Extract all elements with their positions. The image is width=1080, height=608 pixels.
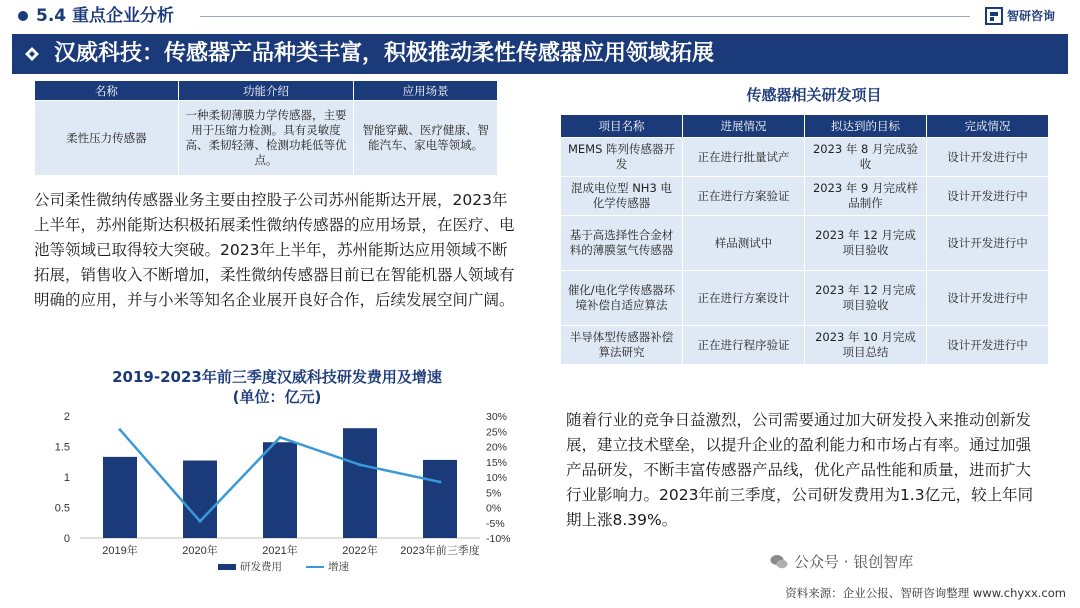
project-name-cell: 混成电位型 NH3 电化学传感器: [561, 177, 683, 216]
page-title: 汉威科技：传感器产品种类丰富，积极推动柔性传感器应用领域拓展: [54, 41, 715, 66]
brand-logo-icon: [985, 7, 1003, 25]
y-left-tick-label: 1: [63, 472, 70, 484]
y-right-tick-label: 5%: [486, 487, 502, 500]
rd-expense-chart: [30, 408, 530, 580]
diamond-icon: [24, 46, 40, 62]
y-right-tick-label: 0%: [486, 502, 502, 515]
project-progress-cell: 正在进行程序验证: [683, 326, 805, 365]
project-name-cell: 半导体型传感器补偿算法研究: [561, 326, 683, 365]
point-growth-rate: [439, 480, 442, 483]
y-right-tick-label: 30%: [486, 411, 508, 423]
table-header-project: 项目名称: [561, 115, 683, 138]
table-row: [561, 216, 1049, 271]
rd-investment-paragraph: 随着行业的竞争日益激烈，公司需要通过加大研发投入来推动创新发展，建立技术壁垒，以提升企业的盈利能力和市场占有率。通过加强产品研发，不断丰富传感器产品线，优化产品性能和质量，进而扩大行业影响力。2023年前三季度，公司研发费用为1.3亿元，较上年同期上涨8.39%。: [566, 411, 1034, 529]
point-growth-rate: [359, 463, 362, 466]
project-goal-cell: 2023 年 12 月完成项目验收: [805, 271, 927, 326]
bar-rd-expense: [343, 428, 377, 538]
wechat-watermark: [770, 552, 913, 572]
table-row: [561, 326, 1049, 365]
section-bullet-icon: [18, 11, 28, 21]
x-tick-label: 2023年前三季度: [400, 545, 480, 557]
project-name-cell: 基于高选择性合金材料的薄膜氢气传感器: [561, 216, 683, 271]
bar-rd-expense: [263, 442, 297, 538]
wechat-label: 公众号 · 银创智库: [794, 553, 914, 571]
project-progress-cell: 正在进行方案设计: [683, 271, 805, 326]
title-banner: [12, 34, 1068, 74]
table-header-status: 完成情况: [927, 115, 1049, 138]
bar-rd-expense: [103, 457, 137, 538]
legend-swatch-rd-expense: [218, 564, 236, 570]
project-name-cell: 催化/电化学传感器环境补偿自适应算法: [561, 271, 683, 326]
project-name-cell: MEMS 阵列传感器开发: [561, 138, 683, 177]
table-row: [561, 271, 1049, 326]
business-paragraph: 公司柔性微纳传感器业务主要由控股子公司苏州能斯达开展，2023年上半年，苏州能斯达积极拓展柔性微纳传感器的应用场景，在医疗、电池等领域已取得较大突破。2023年上半年，苏州能斯达应用领域不断拓展，销售收入不断增加，柔性微纳传感器目前已在智能机器人领域有明确的应用，并与小米等知名企业展开良好合作，后续发展空间广阔。: [34, 191, 515, 309]
project-status-cell: 设计开发进行中: [927, 216, 1049, 271]
project-status-cell: 设计开发进行中: [927, 138, 1049, 177]
project-status-cell: 设计开发进行中: [927, 271, 1049, 326]
section-title: 5.4 重点企业分析: [36, 6, 175, 26]
y-right-tick-label: 15%: [486, 456, 508, 469]
project-progress-cell: 样品测试中: [683, 216, 805, 271]
source-note: 资料来源：企业公报、智研咨询整理 www.chyxx.com: [785, 586, 1066, 600]
bar-rd-expense: [183, 461, 217, 538]
y-left-tick-label: 1.5: [54, 441, 70, 454]
brand-logo: [985, 6, 1055, 26]
point-growth-rate: [279, 436, 282, 439]
brand-logo-text: 智研咨询: [1007, 9, 1056, 23]
legend-label-growth-rate: 增速: [328, 561, 349, 573]
table-header-goal: 拟达到的目标: [805, 115, 927, 138]
project-progress-cell: 正在进行批量试产: [683, 138, 805, 177]
project-progress-cell: 正在进行方案验证: [683, 177, 805, 216]
x-tick-label: 2022年: [342, 545, 378, 557]
bar-rd-expense: [423, 460, 457, 538]
chart-subtitle: (单位：亿元): [232, 388, 322, 406]
y-right-tick-label: 25%: [486, 426, 508, 439]
table-header-scenario: 应用场景: [354, 81, 498, 101]
section-divider: [200, 16, 970, 17]
product-scenario-cell: 智能穿戴、医疗健康、智能汽车、家电等领域。: [354, 101, 498, 176]
y-left-tick-label: 0.5: [54, 502, 70, 515]
project-goal-cell: 2023 年 10 月完成项目总结: [805, 326, 927, 365]
table-header-progress: 进展情况: [683, 115, 805, 138]
product-function-cell: 一种柔韧薄膜力学传感器，主要用于压缩力检测。具有灵敏度高、柔韧轻薄、检测功耗低等优点。: [178, 101, 354, 176]
y-left-tick-label: 0: [63, 533, 70, 545]
y-right-tick-label: -10%: [486, 533, 511, 545]
point-growth-rate: [119, 428, 122, 431]
table-header-function: 功能介绍: [178, 81, 354, 101]
legend-label-rd-expense: 研发费用: [240, 561, 282, 573]
product-table: [34, 80, 498, 176]
project-goal-cell: 2023 年 8 月完成验收: [805, 138, 927, 177]
project-goal-cell: 2023 年 12 月完成项目验收: [805, 216, 927, 271]
rd-projects-title: 传感器相关研发项目: [746, 86, 882, 104]
table-row: [561, 177, 1049, 216]
y-left-tick-label: 2: [63, 411, 70, 423]
project-status-cell: 设计开发进行中: [927, 326, 1049, 365]
y-right-tick-label: 10%: [486, 472, 508, 484]
wechat-icon: [770, 554, 788, 570]
point-growth-rate: [199, 520, 202, 523]
rd-projects-table: [560, 114, 1049, 365]
y-right-tick-label: 20%: [486, 441, 508, 454]
product-name-cell: 柔性压力传感器: [35, 101, 179, 176]
x-tick-label: 2021年: [262, 545, 298, 557]
chart-title: 2019-2023年前三季度汉威科技研发费用及增速: [112, 368, 442, 386]
project-goal-cell: 2023 年 9 月完成样品制作: [805, 177, 927, 216]
x-tick-label: 2020年: [182, 545, 218, 557]
table-row: [35, 101, 498, 176]
y-right-tick-label: -5%: [486, 517, 505, 530]
table-header-name: 名称: [35, 81, 179, 101]
project-status-cell: 设计开发进行中: [927, 177, 1049, 216]
table-row: [561, 138, 1049, 177]
x-tick-label: 2019年: [102, 545, 138, 557]
